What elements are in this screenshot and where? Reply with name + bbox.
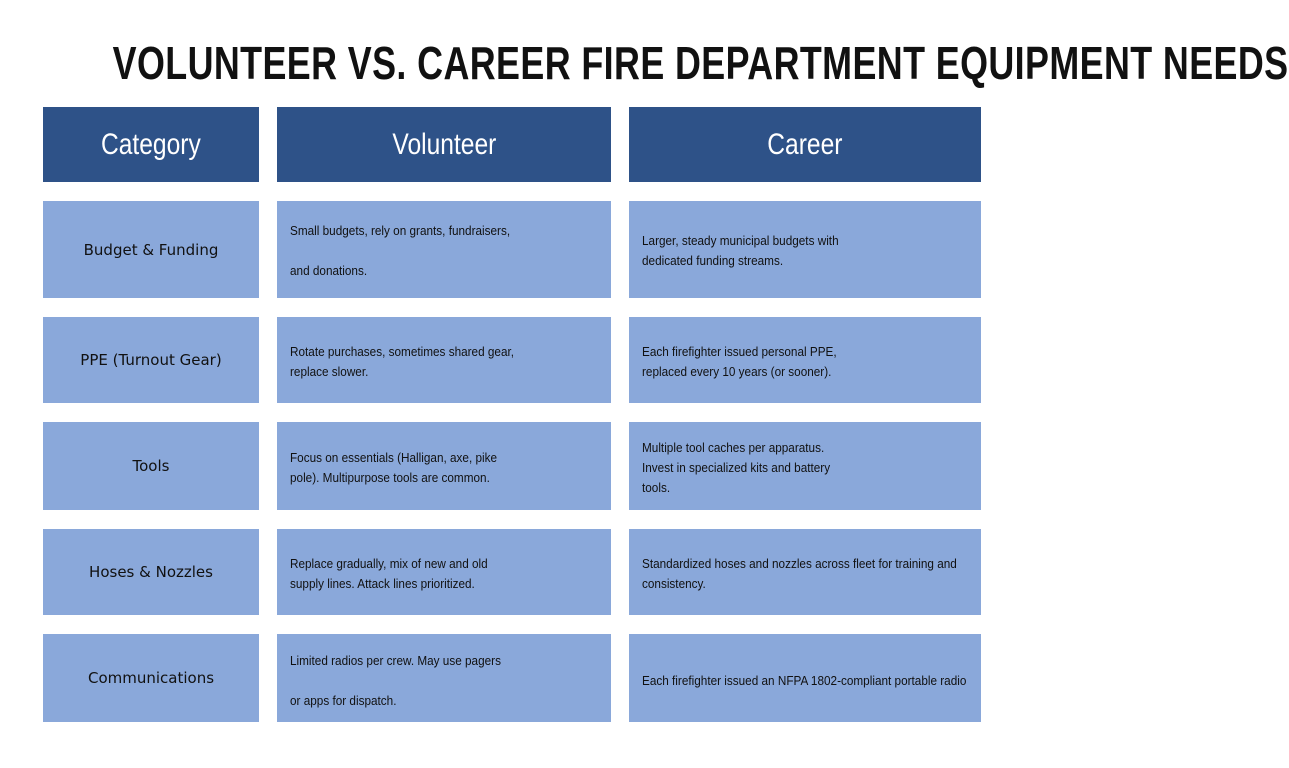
page-title: VOLUNTEER VS. CAREER FIRE DEPARTMENT EQUIPMENT NEEDS <box>112 37 1289 89</box>
row-tools-category <box>43 422 259 510</box>
volunteer-text-line: Small budgets, rely on grants, fundraisers, <box>290 224 511 238</box>
category-label: PPE (Turnout Gear) <box>80 351 222 369</box>
career-text-line: Larger, steady municipal budgets with <box>642 234 839 248</box>
row-communications-career <box>629 634 981 722</box>
row-ppe-career <box>629 317 981 403</box>
career-text-line: Each firefighter issued an NFPA 1802-compliant portable radio <box>642 674 967 688</box>
row-ppe-category <box>43 317 259 403</box>
career-text-line: consistency. <box>642 577 706 591</box>
header-category-label: Category <box>101 127 201 161</box>
category-label: Budget & Funding <box>83 240 219 259</box>
row-hoses-volunteer <box>277 529 611 615</box>
volunteer-text-line: and donations. <box>290 264 368 278</box>
volunteer-text-line: supply lines. Attack lines prioritized. <box>290 577 475 591</box>
header-category <box>43 107 259 182</box>
category-label: Hoses & Nozzles <box>89 563 213 581</box>
career-text-line: replaced every 10 years (or sooner). <box>642 365 832 379</box>
row-budget-category <box>43 201 259 298</box>
row-ppe-volunteer <box>277 317 611 403</box>
career-text-line: Invest in specialized kits and battery <box>642 461 831 475</box>
row-hoses-category <box>43 529 259 615</box>
volunteer-text-line: Limited radios per crew. May use pagers <box>290 654 501 668</box>
category-label: Tools <box>132 457 170 475</box>
volunteer-text-line: Replace gradually, mix of new and old <box>290 557 488 571</box>
header-volunteer <box>277 107 611 182</box>
category-label: Communications <box>87 669 215 687</box>
row-tools-volunteer <box>277 422 611 510</box>
career-text-line: Standardized hoses and nozzles across fleet for training and <box>642 557 957 571</box>
volunteer-text-line <box>290 671 582 691</box>
volunteer-text-line: pole). Multipurpose tools are common. <box>290 471 490 485</box>
row-tools-career <box>629 422 981 510</box>
row-budget-volunteer <box>277 201 611 298</box>
row-communications-volunteer <box>277 634 611 722</box>
volunteer-text-line: or apps for dispatch. <box>290 694 397 708</box>
volunteer-text-line: replace slower. <box>290 365 369 379</box>
volunteer-text-line: Focus on essentials (Halligan, axe, pike <box>290 451 498 465</box>
volunteer-text-line: Rotate purchases, sometimes shared gear, <box>290 345 515 359</box>
header-career <box>629 107 981 182</box>
header-career-label: Career <box>767 127 843 161</box>
row-communications-category <box>43 634 259 722</box>
career-text-line: Each firefighter issued personal PPE, <box>642 345 837 359</box>
career-text-line: tools. <box>642 481 671 495</box>
row-budget-career <box>629 201 981 298</box>
career-text-line: Multiple tool caches per apparatus. <box>642 441 825 455</box>
header-volunteer-label: Volunteer <box>392 127 496 161</box>
career-text-line: dedicated funding streams. <box>642 254 784 268</box>
row-hoses-career <box>629 529 981 615</box>
volunteer-text-line <box>290 241 582 261</box>
